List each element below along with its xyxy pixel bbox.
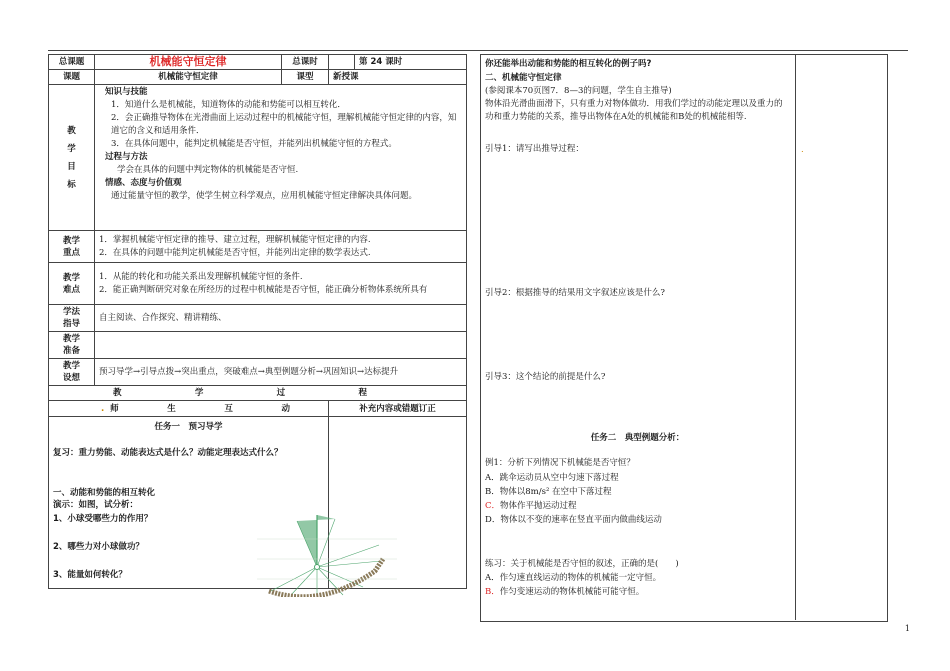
- design-label: 教学 设想: [49, 359, 95, 386]
- page-header-rule: [48, 50, 908, 51]
- study-method: 自主阅读、合作探究、精讲精练、: [95, 305, 467, 332]
- key-point-item: 1．掌握机械能守恒定律的推导、建立过程，理解机械能守恒定律的内容.: [99, 234, 371, 245]
- question-3: 3、能量如何转化？: [53, 570, 127, 580]
- practice-option: A．作匀速直线运动的物体的机械能一定守恒。: [485, 573, 662, 583]
- type-label: 课型: [282, 70, 329, 85]
- example-option: A．跳伞运动员从空中匀速下落过程: [485, 473, 619, 483]
- topic: 机械能守恒定律: [95, 70, 282, 85]
- section-one-heading: 一、动能和势能的相互转化: [53, 488, 156, 498]
- corrections-column-header: 补充内容或错题订正: [329, 401, 467, 417]
- process-row: 教 学 过 程: [49, 386, 467, 401]
- design-content: 预习导学→引导点拨→突出重点，突破难点→典型例题分析→巩固知识→达标提升: [95, 359, 467, 386]
- lesson-plan-table: [48, 54, 467, 589]
- total-hours-label: 总课时: [282, 55, 329, 70]
- preparation-content: [95, 332, 467, 359]
- study-method-label: 学法 指导: [49, 305, 95, 332]
- page-number: 1: [904, 624, 910, 633]
- knowledge-item: 3．在具体问题中，能判定机械能是否守恒，并能列出机械能守恒的方程式。: [111, 139, 397, 149]
- guide-2: 引导2：根据推导的结果用文字叙述应该是什么?: [485, 288, 665, 298]
- knowledge-item: 2．会正确推导物体在光滑曲面上运动过程中的机械能守恒，理解机械能守恒定律的内容，知道它的含义和适用条件．: [111, 113, 457, 136]
- task-one-heading: 任务一 预习导学: [154, 422, 223, 432]
- section-two-heading: 二、机械能守恒定律: [485, 73, 562, 83]
- emotion-text: 通过能量守恒的教学，使学生树立科学观点，应用机械能守恒定律解决具体问题。: [111, 191, 418, 201]
- practice-option: B．作匀变速运动的物体机械能可能守恒。: [485, 587, 645, 597]
- objectives-content: [95, 85, 467, 231]
- demo-line: 演示：如图，试分析：: [53, 500, 139, 510]
- process-text: 学会在具体的问题中判定物体的机械能是否守恒.: [117, 165, 299, 175]
- total-title: 机械能守恒定律: [95, 55, 282, 70]
- question-2: 2、哪些力对小球做功？: [53, 542, 144, 552]
- example-1-title: 例1：分析下列情况下机械能是否守恒？: [485, 458, 635, 468]
- topic-label: 课题: [49, 70, 95, 85]
- lesson-type: 新授课: [329, 70, 467, 85]
- right-panel-divider: [795, 54, 796, 620]
- key-points-label: 教学 重点: [49, 231, 95, 263]
- interaction-body: [49, 417, 329, 589]
- difficulties-content: [95, 263, 467, 305]
- question-1: 1、小球受哪些力的作用？: [53, 514, 153, 524]
- task-two-heading: 任务二 典型例题分析：: [590, 433, 685, 443]
- example-option: C．物体作平抛运动过程: [485, 501, 577, 511]
- key-points-content: [95, 231, 467, 263]
- key-point-item: 2．在具体的问题中能判定机械能是否守恒，并能列出定律的数学表达式.: [99, 247, 371, 258]
- review-question: 复习：重力势能、动能表达式是什么？动能定理表达式什么？: [53, 448, 283, 458]
- textbook-reference: (参阅课本70页图7．8—3的问题，学生自主推导): [485, 86, 672, 96]
- practice-question: 练习：关于机械能是否守恒的叙述，正确的是( ): [485, 559, 679, 569]
- derivation-intro: 物体沿光滑曲面滑下，只有重力对物体做功．用我们学过的动能定理以及重力的功和重力势能的关系，推导出物体在A处的机械能和B处的机械能相等.: [485, 99, 783, 122]
- side-dot: .: [801, 145, 804, 155]
- pendulum-figure: [257, 509, 397, 597]
- total-title-label: 总课题: [49, 55, 95, 70]
- preparation-label: 教学 准备: [49, 332, 95, 359]
- objectives-label: 教 学 目 标: [49, 85, 95, 231]
- knowledge-heading: 知识与技能: [105, 87, 148, 97]
- process-heading: 过程与方法: [105, 152, 148, 162]
- knowledge-item: 1．知道什么是机械能，知道物体的动能和势能可以相互转化．: [111, 100, 346, 110]
- example-option: B．物体以8m/s² 在空中下落过程: [485, 487, 612, 497]
- example-question: 你还能举出动能和势能的相互转化的例子吗?: [485, 59, 652, 69]
- total-hours-value: [329, 55, 355, 70]
- guide-1: 引导1：请写出推导过程：: [485, 144, 584, 154]
- difficulty-item: 2．能正确判断研究对象在所经历的过程中机械能是否守恒，能正确分析物体系统所具有: [99, 284, 428, 295]
- lesson-number: 第 24 课时: [355, 55, 467, 70]
- example-option: D．物体以不变的速率在竖直平面内做曲线运动: [485, 515, 662, 525]
- difficulties-label: 教学 难点: [49, 263, 95, 305]
- difficulty-item: 1．从能的转化和功能关系出发理解机械能守恒的条件.: [99, 271, 303, 282]
- interaction-row: . 师 生 互 动: [49, 401, 329, 417]
- guide-3: 引导3：这个结论的前提是什么?: [485, 372, 606, 382]
- emotion-heading: 情感、态度与价值观: [105, 178, 182, 188]
- right-panel: [480, 54, 888, 622]
